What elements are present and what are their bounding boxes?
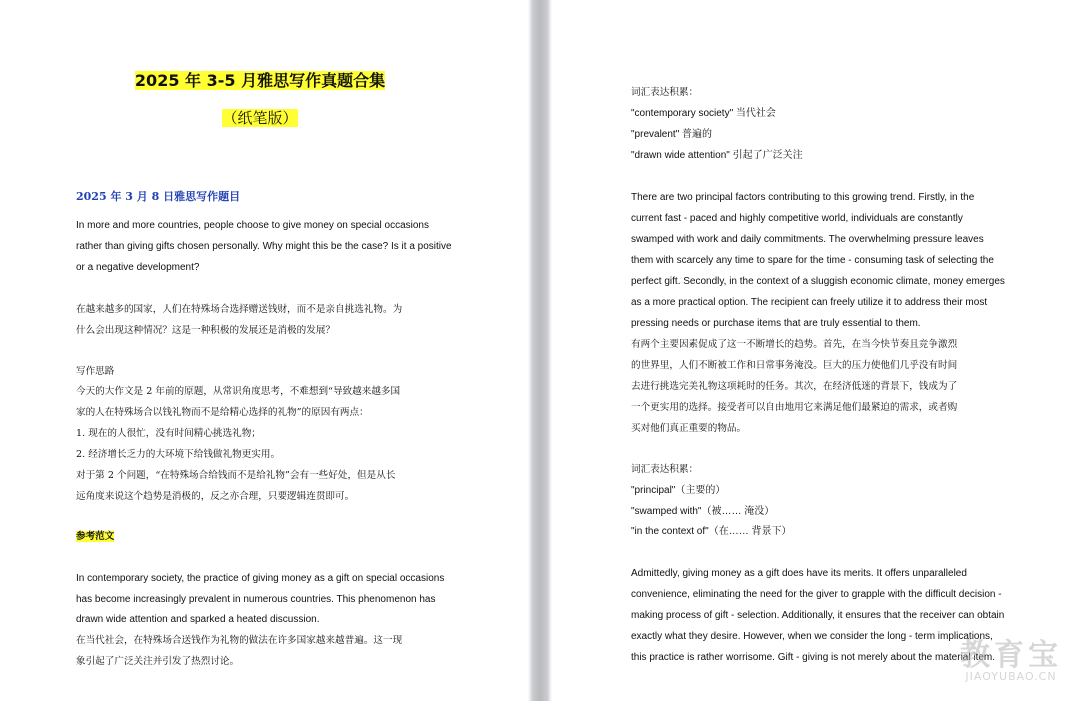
body-en-line: exactly what they desire. However, when we consider the long - term implications, <box>631 631 993 642</box>
thinking-line: 家的人在特殊场合以钱礼物而不是给精心选择的礼物”的原因有两点： <box>76 407 369 418</box>
vocab-item: "in the context of"（在…… 背景下） <box>631 526 792 537</box>
body-cn-line: 有两个主要因素促成了这一不断增长的趋势。首先，在当今快节奏且竞争激烈 <box>631 339 958 350</box>
vocab-heading: 词汇表达积累： <box>631 464 699 475</box>
body-en-line: There are two principal factors contributing to this growing trend. Firstly, in the <box>631 192 975 203</box>
thinking-line: 2. 经济增长乏力的大环境下给钱做礼物更实用。 <box>76 449 281 460</box>
body-cn-line: 买对他们真正重要的物品。 <box>631 423 747 434</box>
page-gutter <box>528 0 552 701</box>
body-en-line: current fast - paced and highly competitive world, individuals are constantly <box>631 213 963 224</box>
thinking-heading: 写作思路 <box>76 366 115 377</box>
sample-en-line: has become increasingly prevalent in numerous countries. This phenomenon has <box>76 594 436 605</box>
question-en-line: rather than giving gifts chosen personally. Why might this be the case? Is it a positive <box>76 241 452 252</box>
watermark-logo <box>960 630 1062 683</box>
body-en-line: convenience, eliminating the need for the giver to grapple with the difficult decision - <box>631 589 1002 600</box>
body-cn-line: 去进行挑选完美礼物这项耗时的任务。其次，在经济低迷的背景下，钱成为了 <box>631 381 958 392</box>
document-subtitle: （纸笔版） <box>222 109 298 127</box>
body-en-line: them with scarcely any time to spare for the time - consuming task of selecting the <box>631 255 994 266</box>
body-en-line: pressing needs or purchase items that are truly essential to them. <box>631 318 921 329</box>
sample-heading: 参考范文 <box>76 531 115 542</box>
vocab-item: "contemporary society" 当代社会 <box>631 108 776 119</box>
sample-en-line: In contemporary society, the practice of giving money as a gift on special occasions <box>76 573 445 584</box>
sample-cn-line: 象引起了广泛关注并引发了热烈讨论。 <box>76 656 240 667</box>
question-cn-line: 什么会出现这种情况？这是一种积极的发展还是消极的发展？ <box>76 325 336 336</box>
vocab-item: "swamped with"（被…… 淹没） <box>631 506 775 517</box>
thinking-line: 1. 现在的人很忙，没有时间精心挑选礼物； <box>76 428 261 439</box>
question-en-line: or a negative development? <box>76 262 200 273</box>
body-en-line: as a more practical option. The recipient can freely utilize it to address their most <box>631 297 988 308</box>
sample-cn-line: 在当代社会，在特殊场合送钱作为礼物的做法在许多国家越来越普遍。这一现 <box>76 635 403 646</box>
question-cn-line: 在越来越多的国家，人们在特殊场合选择赠送钱财，而不是亲自挑选礼物。为 <box>76 304 403 315</box>
vocab-item: "prevalent" 普遍的 <box>631 129 713 140</box>
document-title: 2025 年 3-5 月雅思写作真题合集 <box>134 71 386 90</box>
vocab-heading: 词汇表达积累： <box>631 87 699 98</box>
thinking-line: 今天的大作文是 2 年前的原题，从常识角度思考，不难想到“导致越来越多国 <box>76 386 401 397</box>
thinking-line: 远角度来说这个趋势是消极的，反之亦合理，只要逻辑连贯即可。 <box>76 491 355 502</box>
body-en-line: swamped with work and daily commitments. The overwhelming pressure leaves <box>631 234 984 245</box>
date-heading: 2025 年 3 月 8 日雅思写作题目 <box>76 190 241 203</box>
thinking-line: 对于第 2 个问题，“在特殊场合给钱而不是给礼物”会有一些好处，但是从长 <box>76 470 396 481</box>
body-cn-line: 一个更实用的选择。接受者可以自由地用它来满足他们最紧迫的需求，或者购 <box>631 402 958 413</box>
body-en-line: this practice is rather worrisome. Gift - giving is not merely about the material item. <box>631 652 996 663</box>
sample-en-line: drawn wide attention and sparked a heated discussion. <box>76 614 320 625</box>
body-en-line: perfect gift. Secondly, in the context of a sluggish economic climate, money emerges <box>631 276 1005 287</box>
body-cn-line: 的世界里，人们不断被工作和日常事务淹没。巨大的压力使他们几乎没有时间 <box>631 360 958 371</box>
watermark-url: JIAOYUBAO.CN <box>965 670 1057 683</box>
question-en-line: In more and more countries, people choose to give money on special occasions <box>76 220 429 231</box>
watermark-text: 教育宝 <box>960 638 1062 673</box>
document-page-left <box>0 0 528 701</box>
body-en-line: Admittedly, giving money as a gift does have its merits. It offers unparalleled <box>631 568 967 579</box>
body-en-line: making process of gift - selection. Additionally, it ensures that the receiver can obtain <box>631 610 1005 621</box>
document-page-right <box>552 0 1080 701</box>
vocab-item: "principal"（主要的） <box>631 485 726 496</box>
vocab-item: "drawn wide attention" 引起了广泛关注 <box>631 150 803 161</box>
